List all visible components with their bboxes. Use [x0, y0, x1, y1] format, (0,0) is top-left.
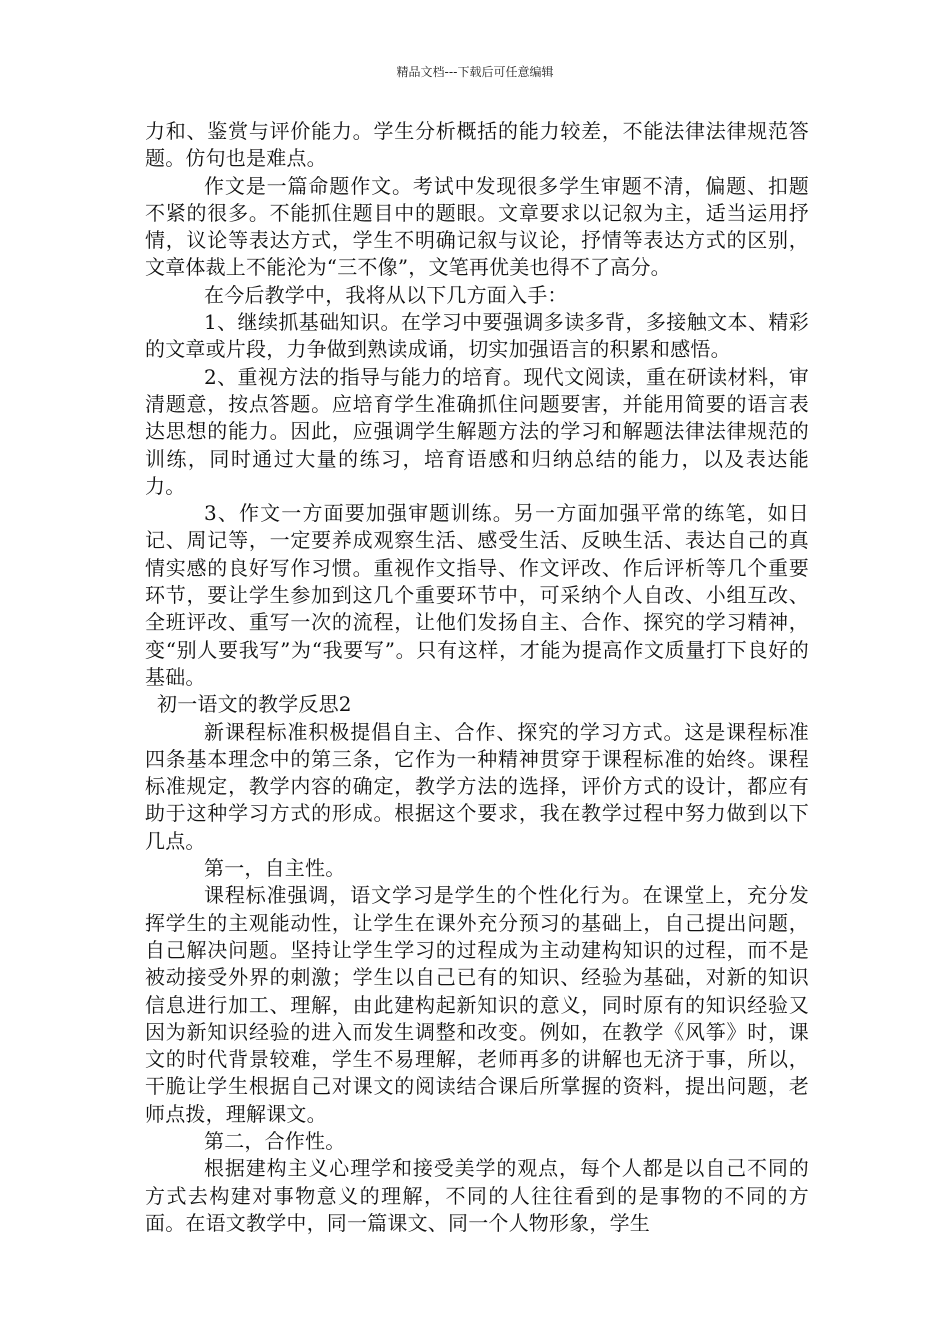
- document-body: [145, 118, 809, 1237]
- paragraph: 根据建构主义心理学和接受美学的观点，每个人都是以自己不同的方式去构建对事物意义的理解，不同的人往往看到的是事物的不同的方面。在语文教学中，同一篇课文、同一个人物形象，学生: [145, 1156, 809, 1235]
- paragraph: 新课程标准积极提倡自主、合作、探究的学习方式。这是课程标准四条基本理念中的第三条，它作为一种精神贯穿于课程标准的始终。课程标准规定，教学内容的确定，教学方法的选择，评价方式的设计，都应有助于这种学习方式的形成。根据这个要求，我在教学过程中努力做到以下几点。: [145, 719, 809, 853]
- paragraph: 第一，自主性。: [204, 856, 346, 881]
- paragraph: 2、重视方法的指导与能力的培育。现代文阅读，重在研读材料，审清题意，按点答题。应培育学生准确抓住问题要害，并能用简要的语言表达思想的能力。因此，应强调学生解题方法的学习和解题法律法律规范的训练，同时通过大量的练习，培育语感和归纳总结的能力，以及表达能力。: [145, 364, 809, 498]
- paragraph: 1、继续抓基础知识。在学习中要强调多读多背，多接触文本、精彩的文章或片段，力争做到熟读成诵，切实加强语言的积累和感悟。: [145, 310, 809, 362]
- paragraph: 3、作文一方面要加强审题训练。另一方面加强平常的练笔，如日记、周记等，一定要养成观察生活、感受生活、反映生活、表达自己的真情实感的良好写作习惯。重视作文指导、作文评改、作后评析等几个重要环节，要让学生参加到这几个重要环节中，可采纳个人自改、小组互改、全班评改、重写一次的流程，让他们发扬自主、合作、探究的学习精神，变“别人要我写”为“我要写”。只有这样，才能为提高作文质量打下良好的基础。: [145, 501, 809, 689]
- paragraph: 作文是一篇命题作文。考试中发现很多学生审题不清，偏题、扣题不紧的很多。不能抓住题目中的题眼。文章要求以记叙为主，适当运用抒情，议论等表达方式，学生不明确记叙与议论，抒情等表达方式的区别，文章体裁上不能沦为“三不像”，文笔再优美也得不了高分。: [145, 173, 809, 280]
- paragraph: 第二，合作性。: [204, 1128, 346, 1153]
- section-heading: 初一语文的教学反思2: [157, 692, 352, 717]
- paragraph: 课程标准强调，语文学习是学生的个性化行为。在课堂上，充分发挥学生的主观能动性，让学生在课外充分预习的基础上，自己提出问题，自己解决问题。坚持让学生学习的过程成为主动建构知识的过程，而不是被动接受外界的刺激；学生以自己已有的知识、经验为基础，对新的知识信息进行加工、理解，由此建构起新知识的意义，同时原有的知识经验又因为新知识经验的进入而发生调整和改变。例如，在教学《风筝》时，课文的时代背景较难，学生不易理解，老师再多的讲解也无济于事，所以，干脆让学生根据自己对课文的阅读结合课后所掌握的资料，提出问题，老师点拨，理解课文。: [145, 883, 809, 1126]
- paragraph: 力和、鉴赏与评价能力。学生分析概括的能力较差，不能法律法律规范答题。仿句也是难点。: [145, 119, 809, 171]
- page-header: 精品文档---下载后可任意编辑: [396, 65, 554, 79]
- paragraph: 在今后教学中，我将从以下几方面入手：: [204, 282, 568, 307]
